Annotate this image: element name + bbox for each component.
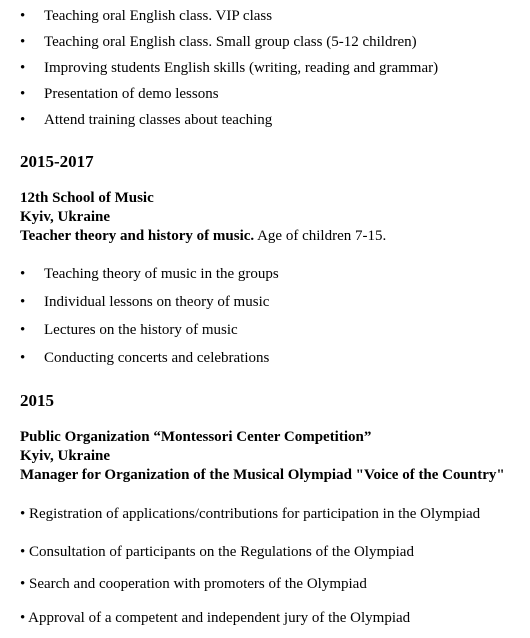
employer-block-montessori <box>20 428 505 485</box>
list-item: • Teaching theory of music in the groups <box>20 266 279 282</box>
bullet-icon: • <box>20 350 26 366</box>
bullet-icon: • <box>20 112 26 128</box>
list-item: • Presentation of demo lessons <box>20 86 219 102</box>
music-school-duties-list <box>0 266 279 378</box>
list-item: • Improving students English skills (writing, reading and grammar) <box>20 60 439 76</box>
list-item: • Teaching oral English class. VIP class <box>20 8 273 24</box>
bullet-icon: • <box>20 8 26 24</box>
section-year-2015: 2015 <box>20 391 54 410</box>
employer-location: Kyiv, Ukraine <box>20 209 111 225</box>
list-item: • Individual lessons on theory of music <box>20 294 270 310</box>
job-title: Manager for Organization of the Musical Olympiad "Voice of the Country" <box>20 467 505 483</box>
employer-block-music-school <box>20 189 386 246</box>
employer-name: Public Organization “Montessori Center Competition” <box>20 429 372 445</box>
section-year-2015-2017: 2015-2017 <box>20 152 94 171</box>
job-title-line <box>20 227 386 246</box>
list-item: • Approval of a competent and independent jury of the Olympiad <box>20 610 411 626</box>
list-item: • Conducting concerts and celebrations <box>20 350 270 366</box>
bullet-icon: • <box>20 294 26 310</box>
bullet-icon: • <box>20 266 26 282</box>
list-item: • Registration of applications/contributions for participation in the Olympiad <box>20 506 481 522</box>
employer-name: 12th School of Music <box>20 190 154 206</box>
bullet-icon: • <box>20 322 26 338</box>
bullet-icon: • <box>20 60 26 76</box>
list-item: • Consultation of participants on the Regulations of the Olympiad <box>20 544 414 560</box>
intro-duties-list <box>0 8 438 138</box>
bullet-icon: • <box>20 86 26 102</box>
job-title-note: Age of children 7-15. <box>254 228 387 244</box>
employer-location: Kyiv, Ukraine <box>20 448 111 464</box>
list-item: • Search and cooperation with promoters of the Olympiad <box>20 576 367 592</box>
bullet-icon: • <box>20 34 26 50</box>
list-item: • Lectures on the history of music <box>20 322 238 338</box>
list-item: • Attend training classes about teaching <box>20 112 273 128</box>
job-title: Teacher theory and history of music. <box>20 228 255 244</box>
list-item: • Teaching oral English class. Small group class (5-12 children) <box>20 34 417 50</box>
